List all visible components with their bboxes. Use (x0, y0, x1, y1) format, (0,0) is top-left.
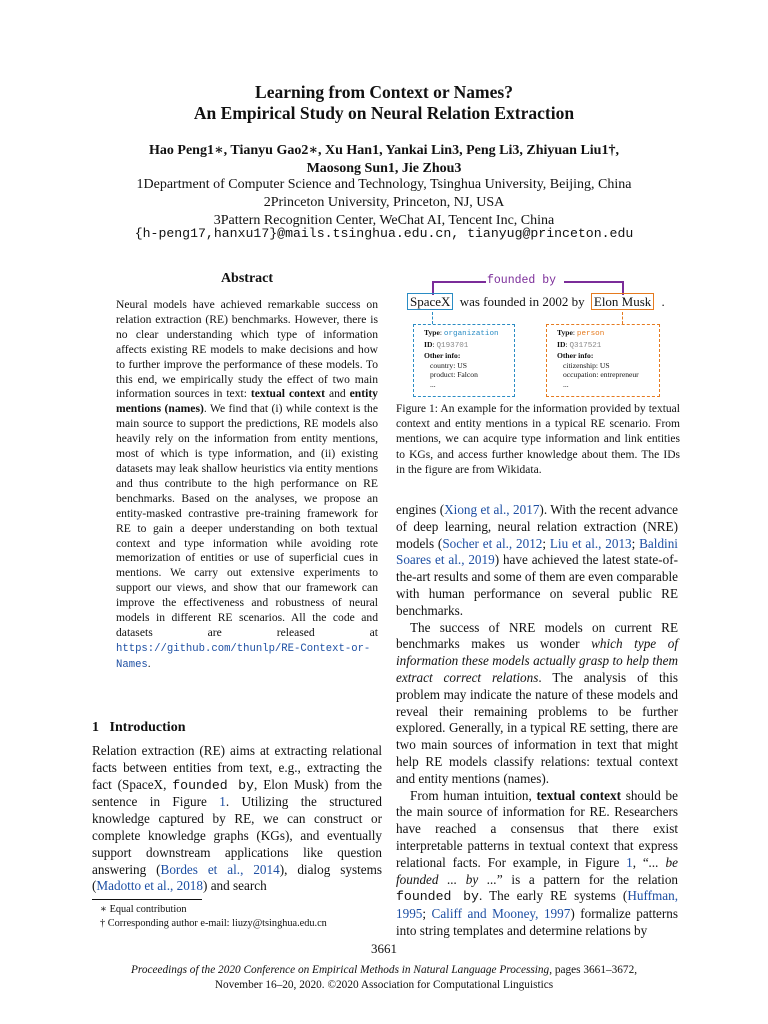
text: should be the main source of information for RE. Researchers have reached a consensus that there exist interpretable patterns in textual context that express relational facts. For example, in Figure (396, 787, 678, 870)
citation-link[interactable]: Huffman, 1995 (396, 888, 678, 922)
italic-text: ... be founded ... by ... (396, 854, 679, 887)
type-value: organization (443, 330, 499, 338)
authors-line-2: Maosong Sun1, Jie Zhou3 (306, 161, 462, 176)
type-value: person (576, 330, 605, 338)
text: . The analysis of this problem may indicate the nature of these models and reveal their remaining problems to be further explored. Generally, in a typical RE setting, there are two main sources of information in text that might help RE models classify relations: textual context and entity mentions (names). (396, 669, 678, 786)
connector-person (622, 312, 623, 324)
figure-ref-link[interactable]: 1 (626, 854, 633, 870)
proceedings-title: Proceedings of the 2020 Conference on Empirical Methods in Natural Language Processing (130, 964, 550, 976)
text: ) formalize patterns into string templates and determine relations by (396, 906, 678, 938)
paragraph (396, 502, 678, 620)
italic-text: which type of information these models actually grasp to help them extract correct relations (396, 636, 678, 685)
text: ; (422, 906, 432, 922)
citation-link[interactable]: Madotto et al., 2018 (96, 878, 203, 894)
proceedings-line-1 (0, 963, 768, 978)
right-column-text (396, 502, 678, 940)
info-line: ... (563, 379, 569, 389)
section-heading: 1 Introduction (92, 720, 186, 735)
relation-mono: founded by (172, 777, 255, 793)
entity-info-box-person: Type: person ID: Q317521 Other info: citizenship: US occupation: entrepreneur ... (546, 324, 660, 397)
citation-link[interactable]: Baldini Soares et al., 2019 (396, 535, 678, 568)
relation-label: founded by (487, 274, 557, 287)
info-line: occupation: entrepreneur (563, 370, 639, 380)
abstract-heading: Abstract (220, 271, 274, 286)
author-list (0, 142, 768, 178)
bold-text: textual context (536, 787, 622, 803)
text: . The early RE systems ( (478, 888, 628, 904)
citation-link[interactable]: Liu et al., 2013 (549, 535, 632, 551)
relation-mono: founded by (396, 889, 479, 905)
intro-paragraph (92, 743, 382, 895)
text: ; (542, 535, 550, 551)
id-value: Q193701 (436, 341, 469, 350)
relation-line-left (432, 281, 486, 283)
text: , Elon Musk) from the sentence in Figure (92, 776, 382, 810)
footnote-2: † Corresponding author e-mail: liuzy@tsinghua.edu.cn (100, 918, 327, 929)
figure-caption: Figure 1: An example for the information provided by textual context and entity mentions in a typical RE scenario. From mentions, we can acquire type information and link entities to KGs, and access further knowledge about them. The IDs in the figure are from Wikidata. (396, 403, 680, 476)
proceedings-pages: , pages 3661–3672, (549, 964, 638, 976)
text: Relation extraction (RE) aims at extracting relational facts between entities from text, e.g., extracting the fact (SpaceX, (92, 743, 382, 792)
abstract-bold: entity mentions (names) (116, 387, 378, 416)
text: ), dialog systems ( (92, 861, 382, 894)
citation-link[interactable]: Socher et al., 2012 (442, 535, 543, 551)
paragraph (396, 620, 678, 788)
title-line-1: Learning from Context or Names? (255, 82, 513, 102)
abstract-bold: textual context (250, 387, 326, 401)
affiliations (0, 176, 768, 230)
entity-spacex: SpaceX (407, 293, 453, 310)
entity-elon-musk: Elon Musk (591, 293, 654, 310)
citation-link[interactable]: Bordes et al., 2014 (160, 861, 280, 877)
id-value: Q317521 (569, 341, 602, 350)
figure-ref-link[interactable]: 1 (219, 794, 226, 810)
affiliation-1: 1Department of Computer Science and Technology, Tsinghua University, Beijing, China (136, 177, 632, 192)
text: . Utilizing the structured knowledge captured by RE, we can construct or complete knowledge graphs (KGs), and eventually support downstream applications like question answering ( (92, 794, 382, 877)
text: ) have achieved the latest state-of-the-art results and some of them are even comparable with human performance on several public RE benchmarks. (396, 552, 678, 618)
affiliation-3: 3Pattern Recognition Center, WeChat AI, Tencent Inc, China (213, 213, 555, 228)
abstract-part: . We find that (i) while context is the main source to support the predictions, RE models also heavily rely on the information from entity mentions, most of which is type information, and (ii) existing datasets may leak shallow heuristics via entity mentions and thus contribute to the high performance on RE benchmarks. Based on the analyses, we propose an entity-masked contrastive pre-training framework for RE to gain a deeper understanding on both textual context and type information while avoiding rote memorization of entities or use of superficial cues in mentions. We carry out extensive experiments to support our views, and show that our framework can improve the effectiveness and robustness of neural models in different RE scenarios. All the code and datasets are released at (116, 402, 378, 639)
info-line: country: US (430, 360, 467, 370)
text: , “ (632, 854, 649, 870)
abstract-part: and (325, 387, 350, 401)
sentence-middle: was founded in 2002 by (459, 294, 585, 309)
text: ) and search (203, 878, 267, 894)
text: From human intuition, (410, 787, 537, 803)
sentence-end: . (661, 294, 665, 309)
type-label: Type (557, 328, 573, 337)
info-line: product: Falcon (430, 370, 478, 380)
text: engines ( (396, 502, 445, 517)
paper-title (0, 82, 768, 124)
paragraph (396, 788, 678, 940)
connector-org (432, 312, 433, 324)
authors-line-1: Hao Peng1∗, Tianyu Gao2∗, Xu Han1, Yankai Lin3, Peng Li3, Zhiyuan Liu1†, (149, 143, 619, 158)
footnote-1: ∗ Equal contribution (100, 904, 187, 915)
other-info-label: Other info: (424, 351, 461, 361)
type-label: Type (424, 328, 440, 337)
affiliation-2: 2Princeton University, Princeton, NJ, USA (263, 195, 505, 210)
abstract-part: Neural models have achieved remarkable success on relation extraction (RE) benchmarks. However, there is no clear understanding which type of information affects existing RE models to make decisions and how to further improve the performance of these models. To this end, we empirically study the effect of two main information sources in text: (116, 298, 378, 401)
relation-line-right (564, 281, 623, 283)
text: ; (631, 535, 640, 551)
footnote-rule (92, 899, 202, 900)
github-link[interactable]: https://github.com/thunlp/RE-Context-or-Names (116, 642, 371, 671)
info-line: ... (430, 379, 436, 389)
id-label: ID (557, 339, 566, 349)
proceedings-footer (0, 963, 768, 992)
proceedings-line-2: November 16–20, 2020. ©2020 Association for Computational Linguistics (214, 978, 554, 991)
citation-link[interactable]: Xiong et al., 2017 (444, 502, 540, 517)
abstract-part: . (147, 656, 151, 670)
title-line-2: An Empirical Study on Neural Relation Extraction (193, 103, 575, 123)
text: ). With the recent advance of deep learning, neural relation extraction (NRE) models ( (396, 502, 678, 551)
example-sentence (407, 294, 665, 310)
entity-info-box-org: Type: organization ID: Q193701 Other info: country: US product: Falcon ... (413, 324, 515, 397)
footnotes (92, 903, 382, 931)
other-info-label: Other info: (557, 351, 594, 361)
abstract-text (116, 298, 378, 673)
citation-link[interactable]: Califf and Mooney, 1997 (431, 906, 571, 922)
text: ” is a pattern for the relation (496, 871, 679, 887)
author-emails: {h-peng17,hanxu17}@mails.tsinghua.edu.cn, tianyug@princeton.edu (134, 226, 634, 241)
id-label: ID (424, 339, 433, 349)
text: The success of NRE models on current RE benchmarks makes us wonder (396, 619, 678, 652)
page-number: 3661 (371, 941, 397, 956)
info-line: citizenship: US (563, 360, 610, 370)
